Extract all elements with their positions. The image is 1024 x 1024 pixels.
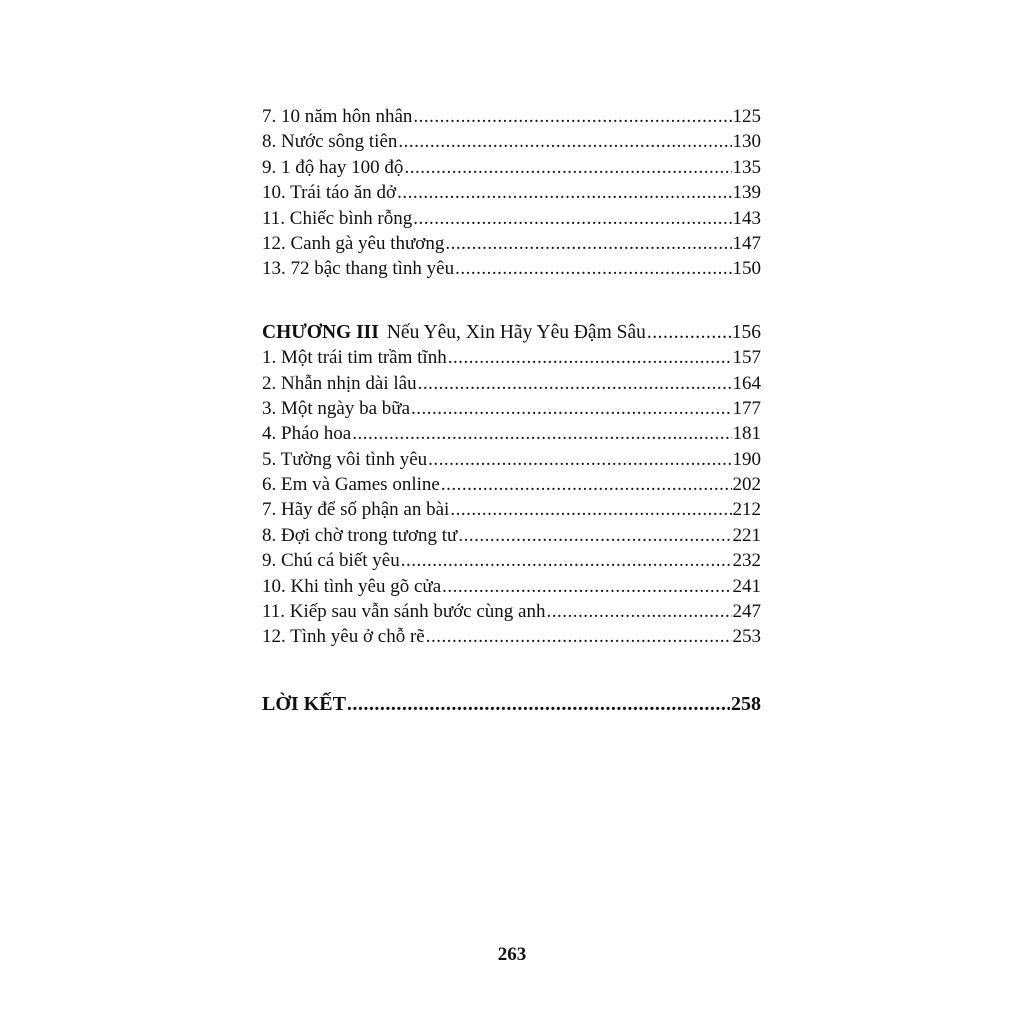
toc-entry (262, 472, 761, 497)
toc-entry-page: 164 (732, 372, 761, 394)
dot-leader (413, 104, 731, 129)
dot-leader (455, 256, 731, 281)
chapter-page: 156 (731, 321, 761, 343)
toc-entry (262, 548, 761, 573)
toc-entry (262, 371, 761, 396)
toc-entry-page: 241 (732, 575, 761, 597)
toc-entry (262, 155, 761, 180)
toc-entry-page: 143 (732, 207, 761, 229)
dot-leader (442, 574, 731, 599)
toc-entry-page: 221 (732, 524, 761, 546)
toc-entry-page: 147 (732, 232, 761, 254)
dot-leader (458, 523, 731, 548)
toc-entry-page: 253 (732, 626, 761, 648)
toc-entry-title: 6. Em và Games online (262, 474, 440, 496)
toc-entry-title: 9. Chú cá biết yêu (262, 550, 400, 572)
dot-leader (418, 371, 732, 396)
toc-entry-page: 247 (732, 601, 761, 623)
toc-entry-title: 10. Trái táo ăn dở (262, 182, 397, 204)
toc-entry-page: 181 (732, 423, 761, 445)
dot-leader (411, 396, 731, 421)
toc-entry-title: 8. Đợi chờ trong tương tư (262, 524, 458, 546)
toc-entry-title: 9. 1 độ hay 100 độ (262, 156, 404, 178)
toc-entry-page: 150 (732, 258, 761, 280)
toc-entry (262, 523, 761, 548)
toc-entry-title: 5. Tường vôi tình yêu (262, 448, 428, 470)
section-spacer (262, 650, 761, 692)
toc-entry-page: 135 (732, 156, 761, 178)
section-spacer (262, 282, 761, 320)
toc-entry-title: 13. 72 bậc thang tình yêu (262, 258, 455, 280)
toc-entry (262, 256, 761, 281)
toc-entry-title: 8. Nước sông tiên (262, 131, 398, 153)
toc-entry (262, 231, 761, 256)
toc-entry-title: 7. 10 năm hôn nhân (262, 106, 413, 127)
toc-entry-title: 2. Nhẫn nhịn dài lâu (262, 372, 417, 394)
toc-entry (262, 447, 761, 472)
closing-entry (262, 692, 761, 717)
chapter-title: Nếu Yêu, Xin Hãy Yêu Đậm Sâu (386, 321, 646, 343)
dot-leader (347, 692, 730, 717)
toc-entry (262, 497, 761, 522)
dot-leader (413, 206, 731, 231)
toc-entry-page: 232 (732, 550, 761, 572)
dot-leader (445, 231, 731, 256)
dot-leader (398, 129, 731, 154)
toc-entry (262, 345, 761, 370)
table-of-contents (262, 104, 761, 717)
toc-entry (262, 599, 761, 624)
toc-entry-title: 4. Pháo hoa (262, 423, 352, 445)
toc-entry-page: 139 (732, 182, 761, 204)
toc-entry-page: 130 (732, 131, 761, 153)
toc-entry (262, 129, 761, 154)
toc-entry-title: 7. Hãy để số phận an bài (262, 499, 450, 521)
toc-entry-page: 177 (732, 397, 761, 419)
chapter-items-list (262, 345, 761, 650)
dot-leader (352, 421, 731, 446)
dot-leader (428, 447, 731, 472)
chapter-heading-text (262, 320, 646, 345)
dot-leader (450, 497, 731, 522)
toc-entry (262, 574, 761, 599)
toc-entry-page: 125 (732, 106, 761, 127)
toc-entry (262, 396, 761, 421)
section-continued-list (262, 104, 761, 282)
toc-entry-title: 11. Chiếc bình rỗng (262, 207, 413, 229)
toc-entry-title: 3. Một ngày ba bữa (262, 397, 411, 419)
closing-title: LỜI KẾT (262, 692, 346, 715)
chapter-label: CHƯƠNG III (262, 321, 379, 343)
dot-leader (546, 599, 731, 624)
toc-entry-title: 10. Khi tình yêu gõ cửa (262, 575, 442, 597)
toc-entry-title: 11. Kiếp sau vẫn sánh bước cùng anh (262, 601, 546, 623)
dot-leader (404, 155, 731, 180)
dot-leader (448, 345, 732, 370)
toc-entry (262, 104, 761, 129)
dot-leader (426, 624, 732, 649)
toc-entry-page: 157 (732, 347, 761, 369)
toc-entry-page: 202 (732, 474, 761, 496)
toc-entry-title: 1. Một trái tim trầm tĩnh (262, 347, 447, 369)
dot-leader (647, 320, 731, 345)
dot-leader (441, 472, 732, 497)
toc-entry-title: 12. Canh gà yêu thương (262, 232, 445, 254)
toc-entry-title: 12. Tình yêu ở chỗ rẽ (262, 626, 425, 648)
toc-entry (262, 421, 761, 446)
toc-entry-page: 190 (732, 448, 761, 470)
toc-entry (262, 180, 761, 205)
chapter-heading (262, 320, 761, 345)
toc-entry (262, 624, 761, 649)
toc-entry-page: 212 (732, 499, 761, 521)
page-number: 263 (497, 944, 527, 965)
dot-leader (401, 548, 732, 573)
toc-entry (262, 206, 761, 231)
dot-leader (397, 180, 731, 205)
closing-page: 258 (731, 692, 761, 715)
